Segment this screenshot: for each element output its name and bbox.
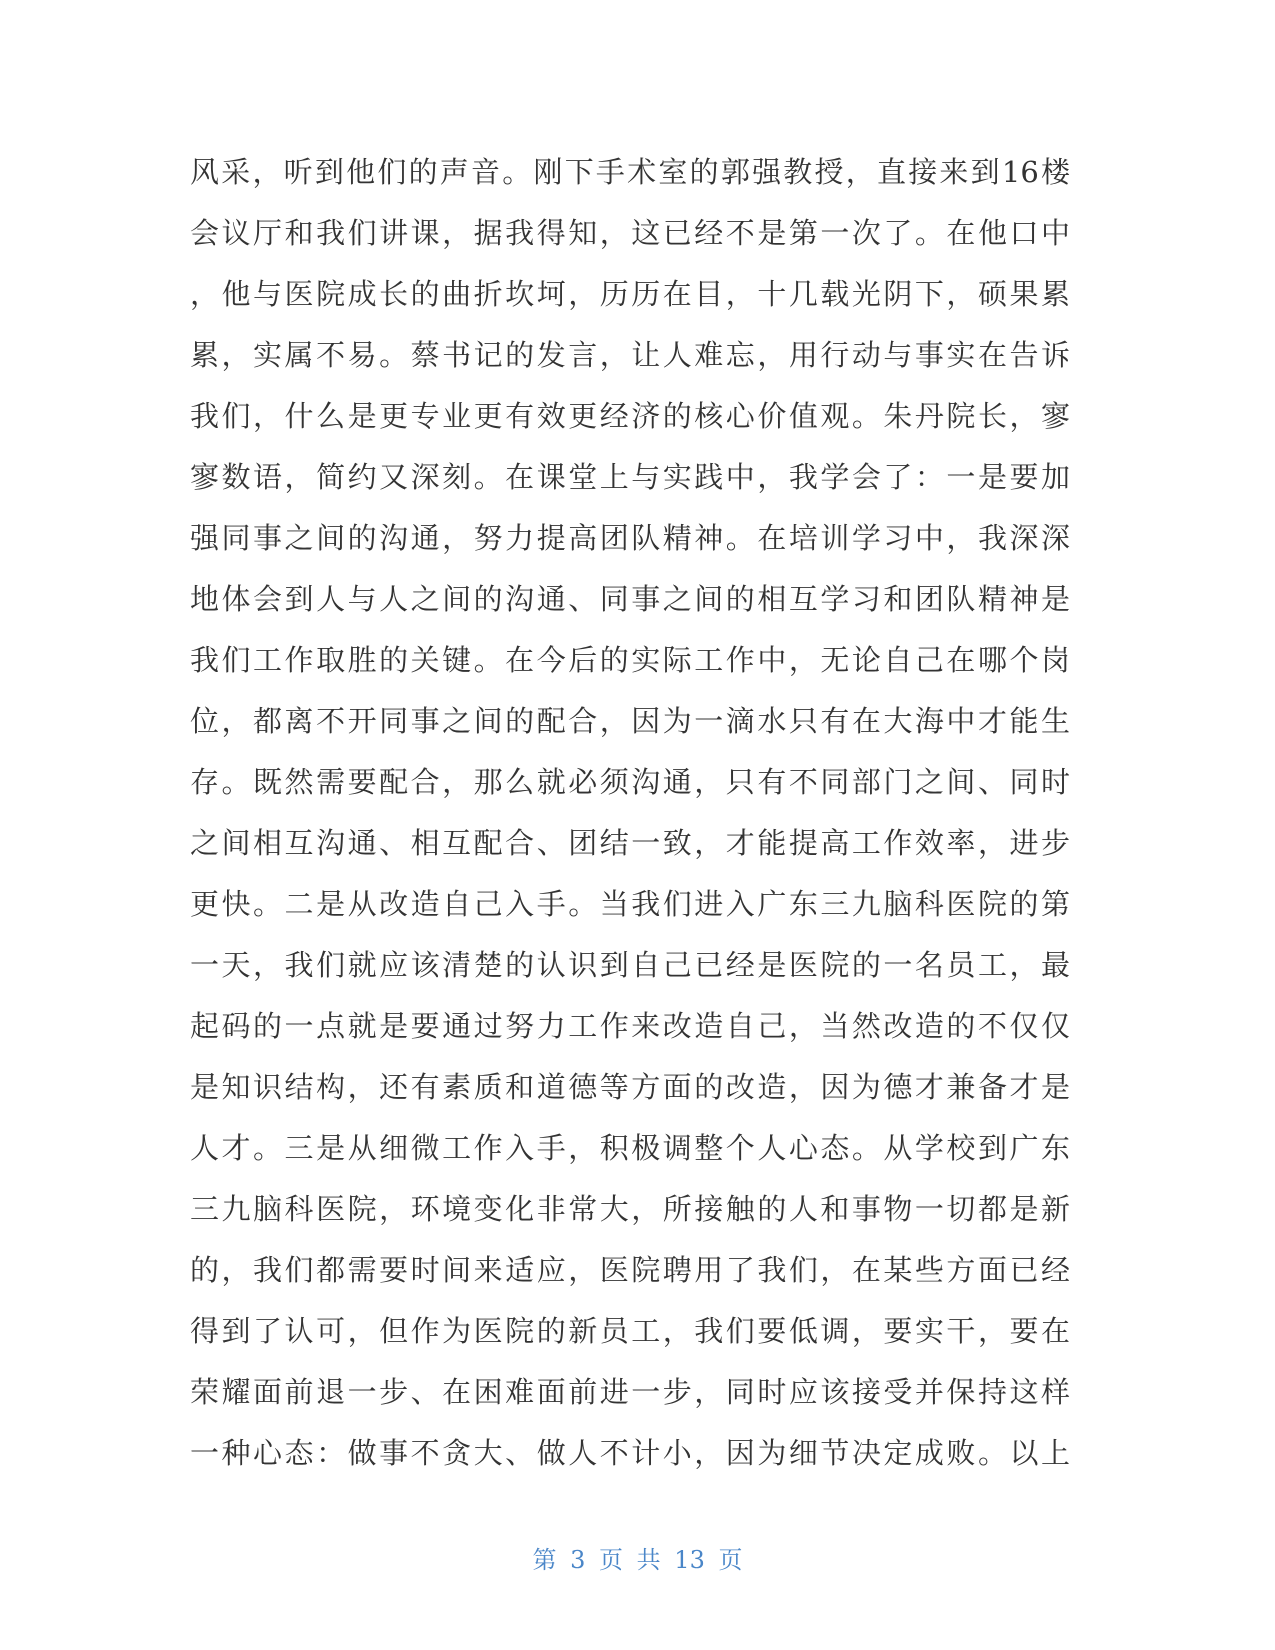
text-line-8: 地体会到人与人之间的沟通、同事之间的相互学习和团队精神是: [190, 582, 1070, 616]
text-line-18: 三九脑科医院，环境变化非常大，所接触的人和事物一切都是新: [190, 1192, 1070, 1226]
text-line-9: 我们工作取胜的关键。在今后的实际工作中，无论自己在哪个岗: [190, 643, 1070, 677]
text-line-12: 之间相互沟通、相互配合、团结一致，才能提高工作效率，进步: [190, 826, 1070, 860]
text-line-14: 一天，我们就应该清楚的认识到自己已经是医院的一名员工，最: [190, 948, 1070, 982]
text-line-7: 强同事之间的沟通，努力提高团队精神。在培训学习中，我深深: [190, 521, 1070, 555]
text-line-10: 位，都离不开同事之间的配合，因为一滴水只有在大海中才能生: [190, 704, 1070, 738]
text-line-3: ，他与医院成长的曲折坎坷，历历在目，十几载光阴下，硕果累: [190, 277, 1070, 311]
text-line-1: 风采，听到他们的声音。刚下手术室的郭强教授，直接来到16楼: [190, 155, 1070, 189]
text-line-17: 人才。三是从细微工作入手，积极调整个人心态。从学校到广东: [190, 1131, 1070, 1165]
text-line-22: 一种心态：做事不贪大、做人不计小，因为细节决定成败。以上: [190, 1436, 1070, 1470]
text-line-21: 荣耀面前退一步、在困难面前进一步，同时应该接受并保持这样: [190, 1375, 1070, 1409]
text-line-11: 存。既然需要配合，那么就必须沟通，只有不同部门之间、同时: [190, 765, 1070, 799]
text-line-2: 会议厅和我们讲课，据我得知，这已经不是第一次了。在他口中: [190, 216, 1070, 250]
text-line-13: 更快。二是从改造自己入手。当我们进入广东三九脑科医院的第: [190, 887, 1070, 921]
text-line-15: 起码的一点就是要通过努力工作来改造自己，当然改造的不仅仅: [190, 1009, 1070, 1043]
text-line-4: 累，实属不易。蔡书记的发言，让人难忘，用行动与事实在告诉: [190, 338, 1070, 372]
text-line-20: 得到了认可，但作为医院的新员工，我们要低调，要实干，要在: [190, 1314, 1070, 1348]
body-text: [190, 142, 1070, 1484]
text-line-6: 寥数语，简约又深刻。在课堂上与实践中，我学会了：一是要加: [190, 460, 1070, 494]
text-line-19: 的，我们都需要时间来适应，医院聘用了我们，在某些方面已经: [190, 1253, 1070, 1287]
text-line-5: 我们，什么是更专业更有效更经济的核心价值观。朱丹院长，寥: [190, 399, 1070, 433]
text-line-16: 是知识结构，还有素质和道德等方面的改造，因为德才兼备才是: [190, 1070, 1070, 1104]
page-number-footer: 第 3 页 共 13 页: [532, 1546, 743, 1574]
